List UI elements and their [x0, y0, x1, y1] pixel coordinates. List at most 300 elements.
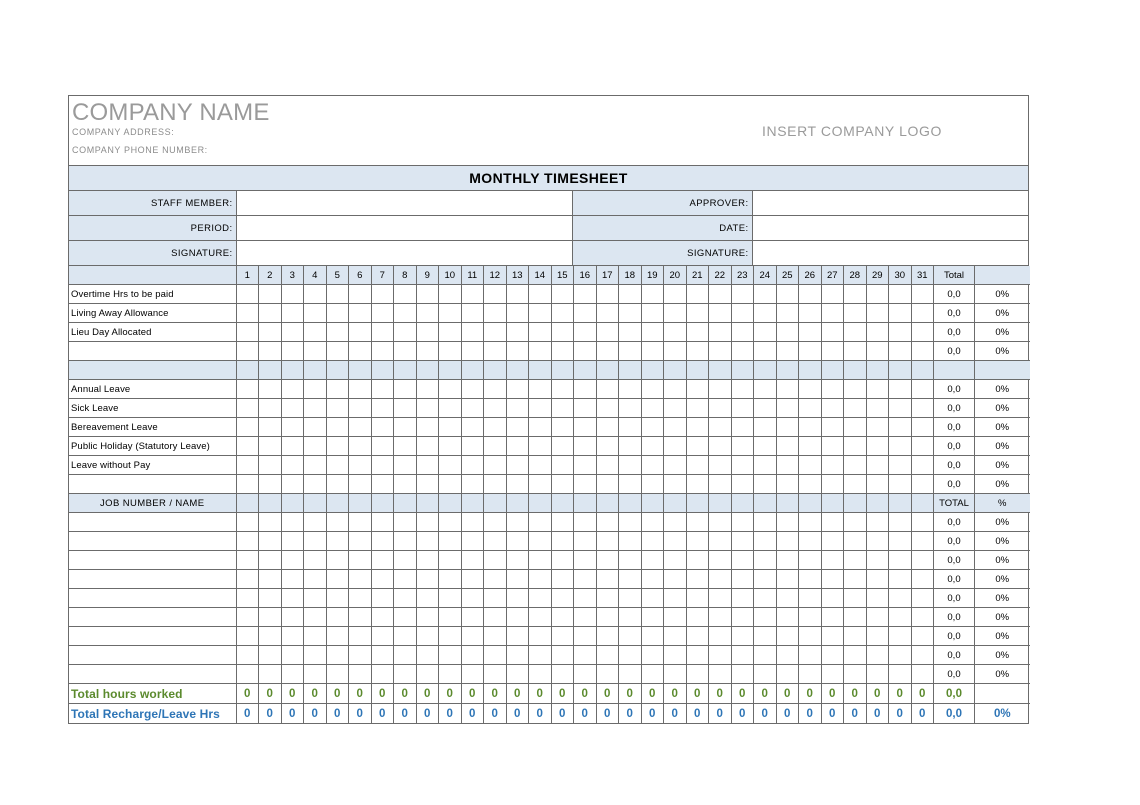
day-cell[interactable]	[596, 532, 619, 551]
day-cell[interactable]	[911, 627, 934, 646]
day-cell[interactable]	[799, 456, 822, 475]
day-cell[interactable]	[236, 285, 259, 304]
day-cell[interactable]	[394, 437, 417, 456]
day-cell[interactable]	[326, 665, 349, 684]
day-cell[interactable]	[371, 551, 394, 570]
day-cell[interactable]	[731, 285, 754, 304]
day-cell[interactable]	[821, 456, 844, 475]
day-cell[interactable]	[911, 532, 934, 551]
day-cell[interactable]	[371, 627, 394, 646]
day-cell[interactable]	[709, 380, 732, 399]
approver-field[interactable]	[752, 191, 1028, 216]
day-cell[interactable]	[866, 570, 889, 589]
day-cell[interactable]	[821, 437, 844, 456]
day-cell[interactable]	[506, 665, 529, 684]
day-cell[interactable]	[664, 589, 687, 608]
day-cell[interactable]	[641, 551, 664, 570]
day-cell[interactable]	[821, 304, 844, 323]
day-cell[interactable]	[461, 380, 484, 399]
day-cell[interactable]	[844, 665, 867, 684]
day-cell[interactable]	[349, 342, 372, 361]
day-cell[interactable]	[439, 437, 462, 456]
day-cell[interactable]	[506, 627, 529, 646]
day-cell[interactable]	[619, 627, 642, 646]
day-cell[interactable]	[304, 475, 327, 494]
day-cell[interactable]	[506, 418, 529, 437]
day-cell[interactable]	[281, 551, 304, 570]
day-cell[interactable]	[236, 551, 259, 570]
day-cell[interactable]	[484, 399, 507, 418]
day-cell[interactable]	[911, 551, 934, 570]
day-cell[interactable]	[326, 589, 349, 608]
day-cell[interactable]	[619, 323, 642, 342]
day-cell[interactable]	[821, 665, 844, 684]
day-cell[interactable]	[326, 323, 349, 342]
signature-field[interactable]	[236, 241, 572, 266]
day-cell[interactable]	[394, 570, 417, 589]
day-cell[interactable]	[641, 532, 664, 551]
day-cell[interactable]	[596, 513, 619, 532]
day-cell[interactable]	[394, 323, 417, 342]
day-cell[interactable]	[304, 665, 327, 684]
day-cell[interactable]	[551, 646, 574, 665]
day-cell[interactable]	[439, 456, 462, 475]
day-cell[interactable]	[281, 342, 304, 361]
day-cell[interactable]	[304, 608, 327, 627]
day-cell[interactable]	[304, 418, 327, 437]
day-cell[interactable]	[596, 627, 619, 646]
day-cell[interactable]	[281, 627, 304, 646]
day-cell[interactable]	[889, 570, 912, 589]
day-cell[interactable]	[844, 342, 867, 361]
day-cell[interactable]	[911, 342, 934, 361]
day-cell[interactable]	[439, 323, 462, 342]
day-cell[interactable]	[236, 570, 259, 589]
day-cell[interactable]	[439, 532, 462, 551]
day-cell[interactable]	[664, 665, 687, 684]
day-cell[interactable]	[236, 323, 259, 342]
day-cell[interactable]	[619, 304, 642, 323]
day-cell[interactable]	[574, 646, 597, 665]
day-cell[interactable]	[506, 380, 529, 399]
day-cell[interactable]	[461, 418, 484, 437]
day-cell[interactable]	[551, 380, 574, 399]
day-cell[interactable]	[776, 513, 799, 532]
day-cell[interactable]	[911, 665, 934, 684]
day-cell[interactable]	[866, 399, 889, 418]
day-cell[interactable]	[664, 418, 687, 437]
day-cell[interactable]	[799, 475, 822, 494]
day-cell[interactable]	[889, 323, 912, 342]
day-cell[interactable]	[889, 551, 912, 570]
day-cell[interactable]	[394, 608, 417, 627]
day-cell[interactable]	[259, 551, 282, 570]
day-cell[interactable]	[911, 570, 934, 589]
day-cell[interactable]	[799, 513, 822, 532]
day-cell[interactable]	[731, 665, 754, 684]
day-cell[interactable]	[484, 342, 507, 361]
day-cell[interactable]	[686, 456, 709, 475]
day-cell[interactable]	[686, 608, 709, 627]
day-cell[interactable]	[304, 456, 327, 475]
day-cell[interactable]	[664, 646, 687, 665]
day-cell[interactable]	[394, 285, 417, 304]
day-cell[interactable]	[686, 646, 709, 665]
day-cell[interactable]	[574, 285, 597, 304]
day-cell[interactable]	[619, 380, 642, 399]
day-cell[interactable]	[754, 646, 777, 665]
day-cell[interactable]	[844, 399, 867, 418]
day-cell[interactable]	[821, 513, 844, 532]
day-cell[interactable]	[236, 399, 259, 418]
day-cell[interactable]	[236, 342, 259, 361]
day-cell[interactable]	[394, 342, 417, 361]
day-cell[interactable]	[349, 323, 372, 342]
day-cell[interactable]	[911, 399, 934, 418]
day-cell[interactable]	[259, 608, 282, 627]
day-cell[interactable]	[866, 513, 889, 532]
day-cell[interactable]	[709, 418, 732, 437]
day-cell[interactable]	[259, 570, 282, 589]
day-cell[interactable]	[551, 304, 574, 323]
day-cell[interactable]	[506, 456, 529, 475]
day-cell[interactable]	[416, 456, 439, 475]
day-cell[interactable]	[506, 513, 529, 532]
day-cell[interactable]	[506, 551, 529, 570]
day-cell[interactable]	[326, 285, 349, 304]
day-cell[interactable]	[776, 418, 799, 437]
day-cell[interactable]	[821, 646, 844, 665]
day-cell[interactable]	[326, 304, 349, 323]
day-cell[interactable]	[349, 627, 372, 646]
day-cell[interactable]	[326, 627, 349, 646]
day-cell[interactable]	[731, 532, 754, 551]
day-cell[interactable]	[709, 304, 732, 323]
day-cell[interactable]	[416, 475, 439, 494]
day-cell[interactable]	[641, 627, 664, 646]
day-cell[interactable]	[394, 380, 417, 399]
day-cell[interactable]	[731, 589, 754, 608]
day-cell[interactable]	[551, 456, 574, 475]
day-cell[interactable]	[686, 342, 709, 361]
day-cell[interactable]	[619, 475, 642, 494]
day-cell[interactable]	[506, 342, 529, 361]
day-cell[interactable]	[236, 589, 259, 608]
day-cell[interactable]	[281, 570, 304, 589]
day-cell[interactable]	[911, 513, 934, 532]
day-cell[interactable]	[236, 532, 259, 551]
day-cell[interactable]	[371, 646, 394, 665]
day-cell[interactable]	[529, 304, 552, 323]
day-cell[interactable]	[731, 342, 754, 361]
day-cell[interactable]	[371, 399, 394, 418]
day-cell[interactable]	[259, 399, 282, 418]
day-cell[interactable]	[619, 532, 642, 551]
day-cell[interactable]	[889, 418, 912, 437]
day-cell[interactable]	[304, 304, 327, 323]
day-cell[interactable]	[911, 437, 934, 456]
day-cell[interactable]	[394, 551, 417, 570]
day-cell[interactable]	[596, 323, 619, 342]
day-cell[interactable]	[461, 456, 484, 475]
day-cell[interactable]	[664, 456, 687, 475]
day-cell[interactable]	[506, 399, 529, 418]
day-cell[interactable]	[686, 399, 709, 418]
day-cell[interactable]	[304, 551, 327, 570]
day-cell[interactable]	[754, 665, 777, 684]
day-cell[interactable]	[641, 475, 664, 494]
day-cell[interactable]	[416, 570, 439, 589]
day-cell[interactable]	[394, 532, 417, 551]
day-cell[interactable]	[574, 323, 597, 342]
day-cell[interactable]	[461, 304, 484, 323]
day-cell[interactable]	[484, 475, 507, 494]
day-cell[interactable]	[619, 551, 642, 570]
day-cell[interactable]	[664, 285, 687, 304]
day-cell[interactable]	[416, 627, 439, 646]
day-cell[interactable]	[754, 285, 777, 304]
day-cell[interactable]	[529, 627, 552, 646]
day-cell[interactable]	[484, 380, 507, 399]
day-cell[interactable]	[281, 304, 304, 323]
day-cell[interactable]	[866, 304, 889, 323]
day-cell[interactable]	[371, 418, 394, 437]
day-cell[interactable]	[461, 285, 484, 304]
day-cell[interactable]	[889, 456, 912, 475]
day-cell[interactable]	[506, 589, 529, 608]
day-cell[interactable]	[304, 627, 327, 646]
day-cell[interactable]	[574, 551, 597, 570]
day-cell[interactable]	[304, 646, 327, 665]
day-cell[interactable]	[889, 399, 912, 418]
day-cell[interactable]	[754, 475, 777, 494]
day-cell[interactable]	[799, 342, 822, 361]
day-cell[interactable]	[461, 532, 484, 551]
day-cell[interactable]	[596, 570, 619, 589]
day-cell[interactable]	[754, 399, 777, 418]
day-cell[interactable]	[821, 532, 844, 551]
day-cell[interactable]	[371, 665, 394, 684]
day-cell[interactable]	[439, 475, 462, 494]
day-cell[interactable]	[371, 513, 394, 532]
day-cell[interactable]	[866, 342, 889, 361]
day-cell[interactable]	[866, 380, 889, 399]
day-cell[interactable]	[776, 399, 799, 418]
day-cell[interactable]	[394, 627, 417, 646]
day-cell[interactable]	[484, 437, 507, 456]
day-cell[interactable]	[439, 342, 462, 361]
day-cell[interactable]	[844, 589, 867, 608]
day-cell[interactable]	[911, 323, 934, 342]
day-cell[interactable]	[799, 646, 822, 665]
day-cell[interactable]	[349, 418, 372, 437]
day-cell[interactable]	[686, 570, 709, 589]
day-cell[interactable]	[551, 589, 574, 608]
day-cell[interactable]	[596, 608, 619, 627]
day-cell[interactable]	[776, 551, 799, 570]
day-cell[interactable]	[371, 589, 394, 608]
day-cell[interactable]	[844, 627, 867, 646]
day-cell[interactable]	[844, 570, 867, 589]
day-cell[interactable]	[731, 570, 754, 589]
day-cell[interactable]	[574, 513, 597, 532]
day-cell[interactable]	[866, 589, 889, 608]
day-cell[interactable]	[461, 513, 484, 532]
day-cell[interactable]	[394, 513, 417, 532]
day-cell[interactable]	[461, 323, 484, 342]
day-cell[interactable]	[529, 342, 552, 361]
day-cell[interactable]	[236, 418, 259, 437]
day-cell[interactable]	[866, 532, 889, 551]
day-cell[interactable]	[281, 418, 304, 437]
day-cell[interactable]	[641, 513, 664, 532]
day-cell[interactable]	[709, 646, 732, 665]
day-cell[interactable]	[551, 399, 574, 418]
day-cell[interactable]	[686, 285, 709, 304]
day-cell[interactable]	[304, 380, 327, 399]
day-cell[interactable]	[709, 551, 732, 570]
day-cell[interactable]	[686, 532, 709, 551]
day-cell[interactable]	[326, 399, 349, 418]
day-cell[interactable]	[686, 589, 709, 608]
day-cell[interactable]	[641, 380, 664, 399]
day-cell[interactable]	[506, 437, 529, 456]
day-cell[interactable]	[889, 342, 912, 361]
day-cell[interactable]	[281, 323, 304, 342]
day-cell[interactable]	[551, 570, 574, 589]
day-cell[interactable]	[686, 437, 709, 456]
day-cell[interactable]	[866, 437, 889, 456]
day-cell[interactable]	[709, 342, 732, 361]
day-cell[interactable]	[619, 570, 642, 589]
day-cell[interactable]	[349, 551, 372, 570]
day-cell[interactable]	[866, 456, 889, 475]
day-cell[interactable]	[664, 342, 687, 361]
day-cell[interactable]	[416, 532, 439, 551]
day-cell[interactable]	[866, 475, 889, 494]
day-cell[interactable]	[416, 304, 439, 323]
day-cell[interactable]	[326, 342, 349, 361]
day-cell[interactable]	[889, 608, 912, 627]
day-cell[interactable]	[709, 285, 732, 304]
day-cell[interactable]	[776, 589, 799, 608]
day-cell[interactable]	[754, 437, 777, 456]
day-cell[interactable]	[686, 627, 709, 646]
day-cell[interactable]	[844, 304, 867, 323]
day-cell[interactable]	[416, 285, 439, 304]
day-cell[interactable]	[686, 418, 709, 437]
day-cell[interactable]	[304, 532, 327, 551]
day-cell[interactable]	[866, 418, 889, 437]
day-cell[interactable]	[799, 589, 822, 608]
day-cell[interactable]	[439, 627, 462, 646]
day-cell[interactable]	[911, 304, 934, 323]
day-cell[interactable]	[484, 589, 507, 608]
day-cell[interactable]	[709, 665, 732, 684]
day-cell[interactable]	[731, 608, 754, 627]
day-cell[interactable]	[596, 551, 619, 570]
day-cell[interactable]	[439, 570, 462, 589]
day-cell[interactable]	[326, 418, 349, 437]
day-cell[interactable]	[551, 342, 574, 361]
day-cell[interactable]	[484, 608, 507, 627]
day-cell[interactable]	[259, 304, 282, 323]
day-cell[interactable]	[529, 532, 552, 551]
day-cell[interactable]	[619, 285, 642, 304]
day-cell[interactable]	[731, 418, 754, 437]
day-cell[interactable]	[574, 437, 597, 456]
day-cell[interactable]	[686, 380, 709, 399]
day-cell[interactable]	[776, 456, 799, 475]
day-cell[interactable]	[506, 608, 529, 627]
day-cell[interactable]	[529, 570, 552, 589]
day-cell[interactable]	[664, 475, 687, 494]
day-cell[interactable]	[641, 342, 664, 361]
day-cell[interactable]	[529, 285, 552, 304]
day-cell[interactable]	[844, 475, 867, 494]
day-cell[interactable]	[529, 323, 552, 342]
day-cell[interactable]	[821, 323, 844, 342]
day-cell[interactable]	[439, 589, 462, 608]
day-cell[interactable]	[731, 380, 754, 399]
day-cell[interactable]	[596, 437, 619, 456]
day-cell[interactable]	[866, 285, 889, 304]
day-cell[interactable]	[641, 418, 664, 437]
day-cell[interactable]	[461, 665, 484, 684]
day-cell[interactable]	[574, 399, 597, 418]
day-cell[interactable]	[529, 551, 552, 570]
day-cell[interactable]	[911, 608, 934, 627]
day-cell[interactable]	[844, 380, 867, 399]
day-cell[interactable]	[619, 437, 642, 456]
day-cell[interactable]	[484, 665, 507, 684]
day-cell[interactable]	[484, 304, 507, 323]
day-cell[interactable]	[866, 665, 889, 684]
day-cell[interactable]	[281, 608, 304, 627]
day-cell[interactable]	[596, 399, 619, 418]
day-cell[interactable]	[484, 627, 507, 646]
day-cell[interactable]	[416, 399, 439, 418]
day-cell[interactable]	[484, 551, 507, 570]
day-cell[interactable]	[304, 323, 327, 342]
day-cell[interactable]	[664, 608, 687, 627]
day-cell[interactable]	[596, 456, 619, 475]
day-cell[interactable]	[641, 646, 664, 665]
day-cell[interactable]	[394, 418, 417, 437]
day-cell[interactable]	[259, 380, 282, 399]
day-cell[interactable]	[259, 532, 282, 551]
day-cell[interactable]	[911, 456, 934, 475]
day-cell[interactable]	[889, 532, 912, 551]
day-cell[interactable]	[439, 646, 462, 665]
day-cell[interactable]	[821, 475, 844, 494]
day-cell[interactable]	[371, 532, 394, 551]
day-cell[interactable]	[574, 456, 597, 475]
day-cell[interactable]	[304, 570, 327, 589]
day-cell[interactable]	[371, 608, 394, 627]
day-cell[interactable]	[889, 475, 912, 494]
day-cell[interactable]	[686, 551, 709, 570]
period-field[interactable]	[236, 216, 572, 241]
day-cell[interactable]	[304, 342, 327, 361]
day-cell[interactable]	[821, 285, 844, 304]
day-cell[interactable]	[821, 570, 844, 589]
day-cell[interactable]	[641, 285, 664, 304]
day-cell[interactable]	[709, 399, 732, 418]
day-cell[interactable]	[371, 570, 394, 589]
day-cell[interactable]	[619, 646, 642, 665]
day-cell[interactable]	[551, 627, 574, 646]
